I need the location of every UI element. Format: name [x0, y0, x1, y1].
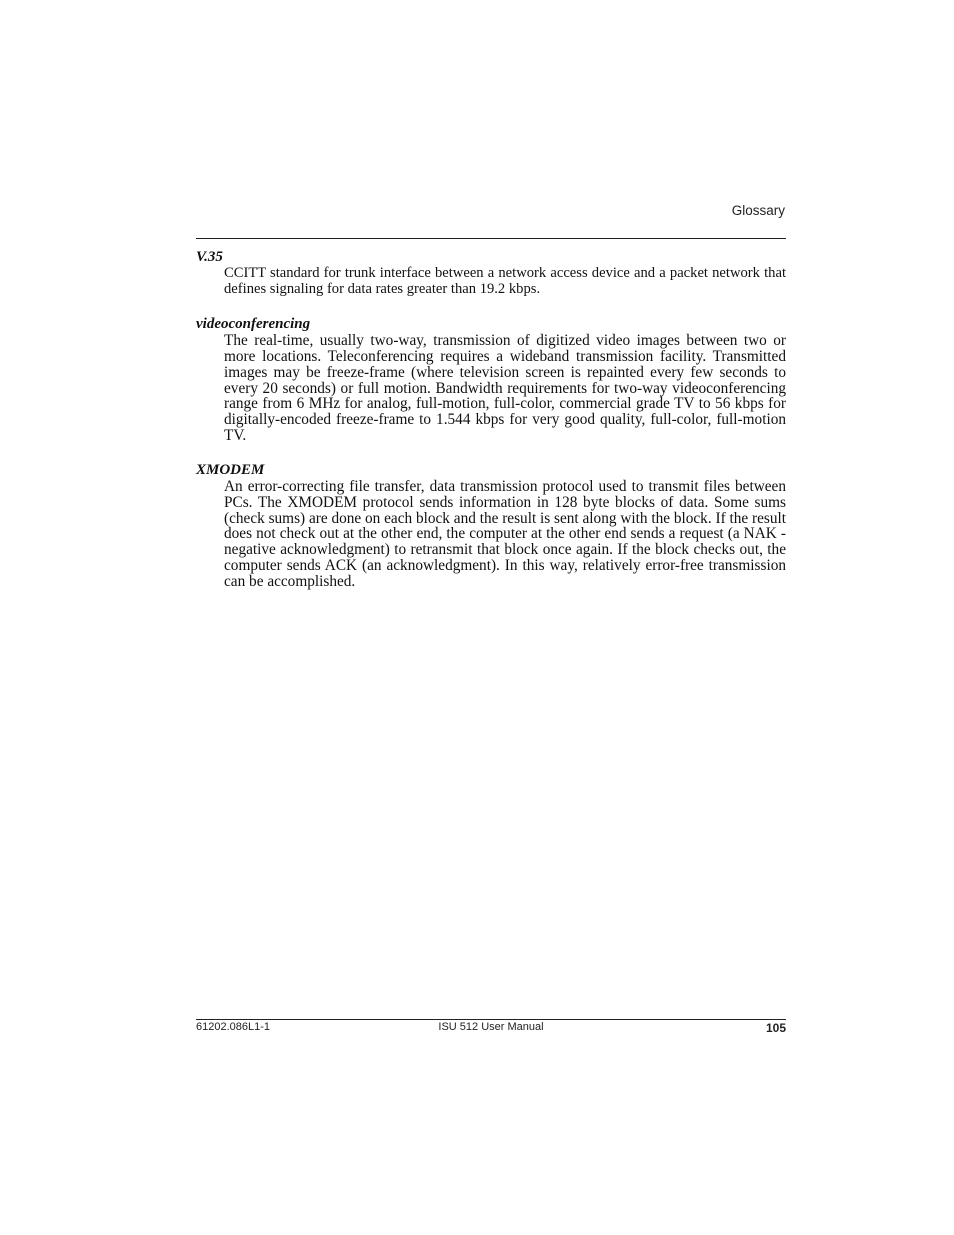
glossary-content: [196, 248, 786, 607]
glossary-term: XMODEM: [196, 462, 265, 479]
glossary-definition: CCITT standard for trunk interface between a network access device and a packet network that defines signaling for data rates greater than 19.2 kbps.: [224, 265, 786, 297]
header-divider: [196, 238, 786, 239]
glossary-definition: An error-correcting file transfer, data transmission protocol used to transmit files between PCs. The XMODEM protocol sends information in 128 byte blocks of data. Some sums (check sums) are done on each block and the result is sent along with the block. If the result does not check out at the other end, the computer at the other end sends a request (a NAK - negative acknowledgment) to retransmit that block once again. If the block checks out, the computer sends ACK (an acknowledgment). In this way, relatively error-free transmission can be accomplished.: [224, 478, 786, 590]
running-header: Glossary: [731, 203, 785, 218]
glossary-entry-videoconferencing: [196, 315, 786, 443]
footer-divider: [196, 1019, 786, 1020]
glossary-term: videoconferencing: [196, 316, 311, 333]
manual-title: ISU 512 User Manual: [438, 1021, 544, 1033]
page-number: 105: [765, 1021, 786, 1035]
glossary-entry-xmodem: [196, 461, 786, 589]
document-id: 61202.086L1-1: [196, 1021, 271, 1033]
glossary-definition: The real-time, usually two-way, transmission of digitized video images between two or more locations. Teleconferencing requires a wideband transmission facility. Transmitted images may be freeze-frame (where television screen is repainted every few seconds to every 20 seconds) or full motion. Bandwidth requirements for two-way videoconferencing range from 6 MHz for analog, full-motion, full-color, commercial grade TV to 56 kbps for digitally-encoded freeze-frame to 1.544 kbps for very good quality, full-color, full-motion TV.: [224, 332, 786, 444]
page-footer: [196, 1021, 786, 1037]
glossary-entry-v35: [196, 248, 786, 297]
glossary-term: V.35: [196, 249, 223, 265]
